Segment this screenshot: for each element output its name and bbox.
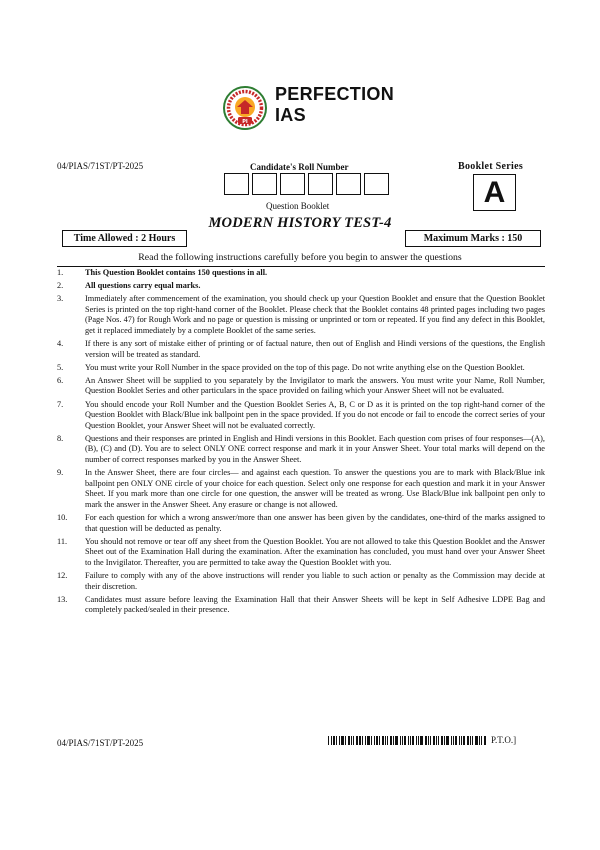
booklet-series-box: A [473,174,516,211]
instruction-item: 1. This Question Booklet contains 150 questions in all. [57,268,268,277]
instruction-item: 2. All questions carry equal marks. [57,281,201,291]
test-title: MODERN HISTORY TEST-4 [208,215,392,231]
roll-number-boxes[interactable] [224,173,392,195]
divider [57,266,545,267]
roll-digit-box[interactable] [364,173,389,195]
instruction-item: 4. If there is any sort of mistake either of printing or of factual nature, then out of English and Hindi versions of the questions, the English version will be treated as standard. [57,339,545,359]
instruction-item: 8. Questions and their responses are printed in English and Hindi versions in this Booklet. Each question com prises of four responses—(A), (B), (C) and (D). You are to select ONLY ONE correct response and mark it in your Answer Sheet. Your total marks will depend on the number of correct responses marked by you in the Answer Sheet. [57,433,545,464]
roll-digit-box[interactable] [224,173,249,195]
roll-digit-box[interactable] [280,173,305,195]
brand-line-2: IAS [275,105,306,125]
instruction-item: 9. In the Answer Sheet, there are four circles— and against each question. To answer the questions you are to mark with Black/Blue ink ballpoint pen ONLY ONE circle of your choice for each question. Select only one response for each question and mark it in your Answer Sheet. If you mark more than one circle for one question, the answer will be treated as wrong. Use Black/Blue ink ballpoint pen only to mark the answer in the Answer Sheet. Any erasure or change is not allowed. [57,468,545,509]
booklet-series-label: Booklet Series [458,161,524,172]
instruction-item: 12. Failure to comply with any of the above instructions will render you liable to such action or penalty as the Commission may decide at their discretion. [57,570,545,591]
paper-code-bottom: 04/PIAS/71ST/PT-2025 [57,738,144,748]
barcode-icon [328,736,488,745]
instruction-item: 5. You must write your Roll Number in the space provided on the top of this page. Do not write anything else on the Question Booklet. [57,362,525,372]
roll-digit-box[interactable] [308,173,333,195]
instruction-item: 3. Immediately after commencement of the examination, you should check up your Question Booklet and ensure that the Question Booklet Series is printed on the top right-hand corner of the Booklet. Please check that the Booklet contains 48 printed pages including two pages (Page Nos. 47) for Rough Work and no page or question is missing or unprinted or torn or repeated. If you find any defect in this Booklet, get it replaced immediately by a complete Booklet of the same series. [57,294,545,335]
read-instructions-line: Read the following instructions carefully before you begin to answer the questions [138,252,462,263]
perfection-ias-emblem-icon [222,85,268,131]
question-booklet-label: Question Booklet [266,201,330,211]
svg-text:PI: PI [242,118,248,125]
roll-digit-box[interactable] [336,173,361,195]
brand-name [275,84,394,126]
instruction-item: 11. You should not remove or tear off any sheet from the Question Booklet. You are not allowed to take this Question Booklet and the Answer Sheet out of the Examination Hall during the examination. After the examination has concluded, you must hand over your Answer Sheet to the Invigilator. Thereafter, you are permitted to take away the Question Booklet with you. [57,536,545,567]
instruction-item: 7. You should encode your Roll Number and the Question Booklet Series A, B, C or D as it is printed on the top right-hand corner of the Question Booklet with Black/Blue ink ballpoint pen in the space provided. If you do not encode or fail to encode the correct series of your Question Booklet, your Answer Sheet will not be evaluated correctly. [57,399,545,430]
paper-code-top: 04/PIAS/71ST/PT-2025 [57,161,144,171]
instruction-item: 10. For each question for which a wrong answer/more than one answer has been given by the candidates, one-third of the marks assigned to that question will be deducted as penalty. [57,512,545,533]
time-allowed-box: Time Allowed : 2 Hours [62,230,187,247]
instructions-list [57,268,545,618]
roll-number-label: Candidate's Roll Number [250,162,349,172]
pto-label: P.T.O.] [491,735,517,745]
brand-line-1: PERFECTION [275,84,395,104]
roll-digit-box[interactable] [252,173,277,195]
instruction-item: 6. An Answer Sheet will be supplied to you separately by the Invigilator to mark the answers. You must write your Name, Roll Number, Question Booklet Series and other particulars in the space provided on failing which your Answer Sheet will not be evaluated. [57,375,545,396]
maximum-marks-box: Maximum Marks : 150 [405,230,541,247]
instruction-item: 13. Candidates must assure before leaving the Examination Hall that their Answer Sheets will be kept in Self Adhesive LDPE Bag and completely packed/sealed in their presence. [57,594,545,615]
